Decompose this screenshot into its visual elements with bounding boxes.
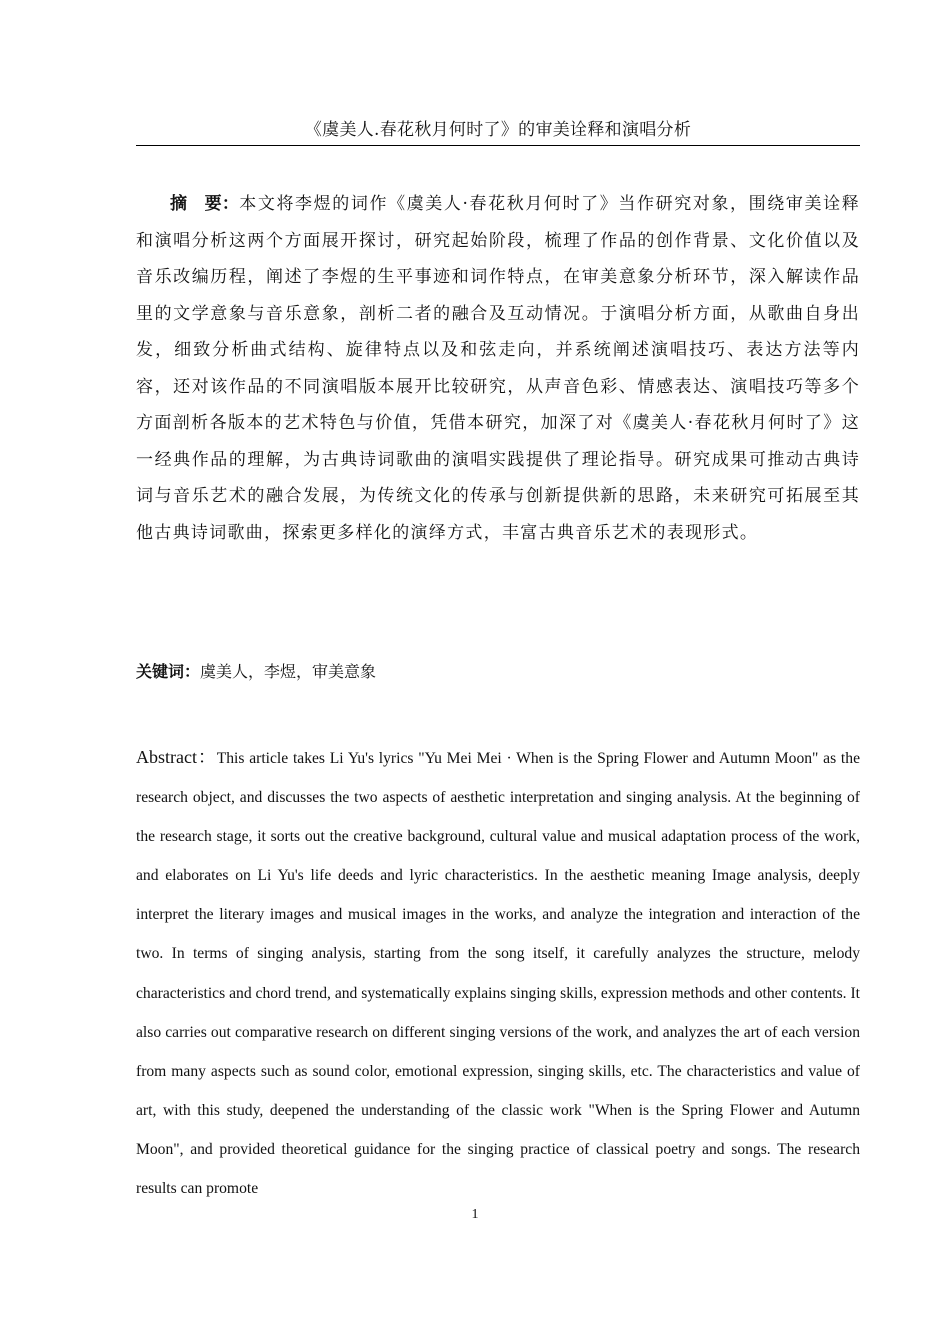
- keywords-text: 虞美人，李煜，审美意象: [200, 662, 377, 681]
- english-abstract-label: Abstract：: [136, 747, 217, 767]
- running-header-title: 《虞美人.春花秋月何时了》的审美诠释和演唱分析: [304, 120, 692, 140]
- chinese-abstract: [136, 186, 860, 551]
- keywords-label: 关键词：: [136, 662, 201, 681]
- chinese-abstract-label: 摘 要：: [170, 194, 240, 214]
- keywords-line: [136, 658, 860, 686]
- page-number: 1: [471, 1207, 479, 1222]
- english-abstract: [136, 738, 860, 1208]
- header-divider: [136, 145, 860, 146]
- english-abstract-text: This article takes Li Yu's lyrics "Yu Mei Mei · When is the Spring Flower and Autumn Moon" as the research object, and discusses the two aspects of aesthetic interpretation and singing analysis. At the beginning of the research stage, it sorts out the creative background, cultural value and musical adaptation process of the work, and elaborates on Li Yu's life deeds and lyric characteristics. In the aesthetic meaning Image analysis, deeply interpret the literary images and musical images in the works, and analyze the integration and interaction of the two. In terms of singing analysis, starting from the song itself, it carefully analyzes the structure, melody characteristics and chord trend, and systematically explains singing skills, expression methods and other contents. It also carries out comparative research on different singing versions of the work, and analyzes the art of each version from many aspects such as sound color, emotional expression, singing skills, etc. The characteristics and value of art, with this study, deepened the understanding of the classic work "When is the Spring Flower and Autumn Moon", and provided theoretical guidance for the singing practice of classical poetry and songs. The research results can promote: [136, 750, 860, 1198]
- chinese-abstract-text: 本文将李煜的词作《虞美人·春花秋月何时了》当作研究对象，围绕审美诠释和演唱分析这两个方面展开探讨，研究起始阶段，梳理了作品的创作背景、文化价值以及音乐改编历程，阐述了李煜的生平事迹和词作特点，在审美意象分析环节，深入解读作品里的文学意象与音乐意象，剖析二者的融合及互动情况。于演唱分析方面，从歌曲自身出发，细致分析曲式结构、旋律特点以及和弦走向，并系统阐述演唱技巧、表达方法等内容，还对该作品的不同演唱版本展开比较研究，从声音色彩、情感表达、演唱技巧等多个方面剖析各版本的艺术特色与价值，凭借本研究，加深了对《虞美人·春花秋月何时了》这一经典作品的理解，为古典诗词歌曲的演唱实践提供了理论指导。研究成果可推动古典诗词与音乐艺术的融合发展，为传统文化的传承与创新提供新的思路，未来研究可拓展至其他古典诗词歌曲，探索更多样化的演绎方式，丰富古典音乐艺术的表现形式。: [136, 194, 860, 543]
